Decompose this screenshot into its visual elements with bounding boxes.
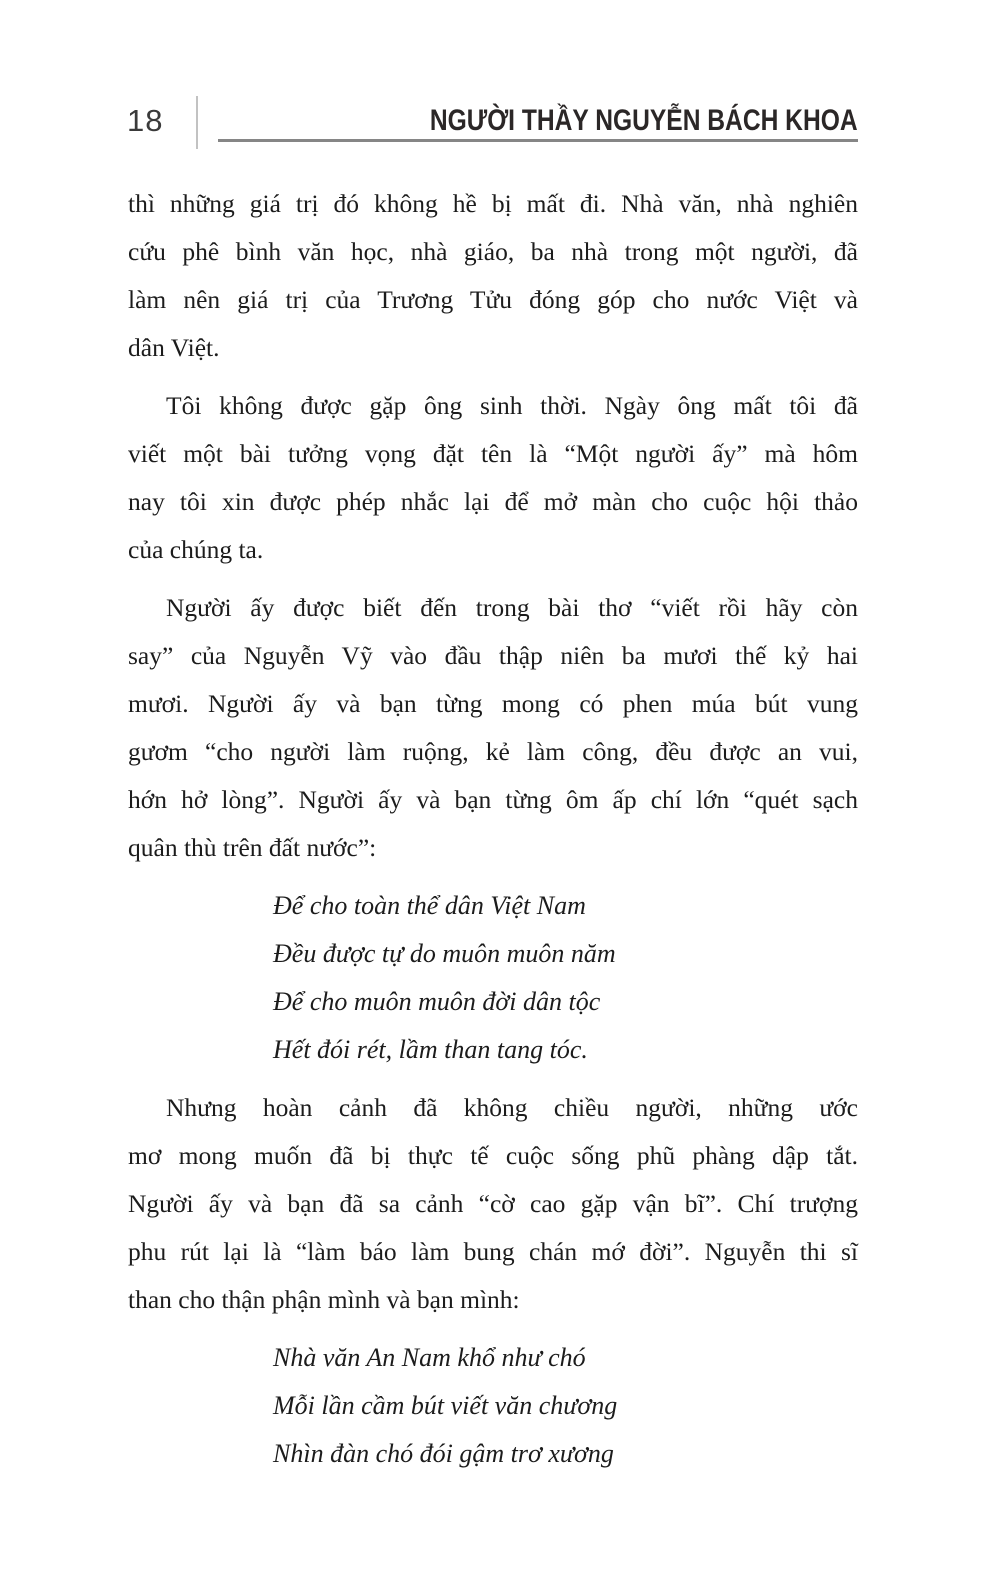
text-line: Tôi không được gặp ông sinh thời. Ngày ông mất tôi đã [166, 391, 858, 420]
text-line: mơ mong muốn đã bị thực tế cuộc sống phũ phàng dập tắt. [128, 1141, 858, 1170]
text-line: làm nên giá trị của Trương Tửu đóng góp cho nước Việt và [128, 285, 858, 314]
text-line: thì những giá trị đó không hề bị mất đi. Nhà văn, nhà nghiên [128, 189, 858, 218]
paragraph [128, 1084, 858, 1324]
paragraph [128, 584, 858, 872]
text-line: gươm “cho người làm ruộng, kẻ làm công, đều được an vui, [128, 737, 858, 766]
text-line: Người ấy được biết đến trong bài thơ “viết rồi hãy còn [166, 593, 858, 622]
text-line: của chúng ta. [128, 535, 264, 564]
verse-line: Hết đói rét, lầm than tang tóc. [273, 1035, 588, 1064]
verse-line: Để cho muôn muôn đời dân tộc [273, 987, 601, 1016]
verse-line: Nhìn đàn chó đói gậm trơ xương [273, 1439, 614, 1468]
header-vertical-divider [196, 96, 198, 149]
paragraph [128, 180, 858, 372]
verse-block [128, 882, 858, 1074]
verse-line: Để cho toàn thể dân Việt Nam [273, 891, 586, 920]
header-horizontal-rule [218, 139, 858, 142]
paragraph [128, 382, 858, 574]
text-line: viết một bài tưởng vọng đặt tên là “Một người ấy” mà hôm [128, 439, 858, 468]
verse-line: Nhà văn An Nam khổ như chó [273, 1343, 586, 1372]
text-line: Người ấy và bạn đã sa cảnh “cờ cao gặp vận bĩ”. Chí trượng [128, 1189, 858, 1218]
verse-line: Mỗi lần cầm bút viết văn chương [273, 1391, 618, 1420]
text-line: hớn hở lòng”. Người ấy và bạn từng ôm ấp chí lớn “quét sạch [128, 785, 858, 814]
page-number: 18 [127, 103, 164, 138]
text-line: than cho thận phận mình và bạn mình: [128, 1285, 520, 1314]
text-line: Nhưng hoàn cảnh đã không chiều người, những ước [166, 1093, 858, 1122]
verse-block [128, 1334, 858, 1478]
text-line: dân Việt. [128, 333, 220, 362]
text-line: nay tôi xin được phép nhắc lại để mở màn cho cuộc hội thảo [128, 487, 858, 516]
text-line: quân thù trên đất nước”: [128, 833, 377, 862]
text-line: mươi. Người ấy và bạn từng mong có phen múa bút vung [128, 689, 858, 718]
verse-line: Đều được tự do muôn muôn năm [273, 939, 616, 968]
page-body [128, 180, 858, 1488]
text-line: say” của Nguyễn Vỹ vào đầu thập niên ba mươi thế kỷ hai [128, 641, 858, 670]
running-header-title: NGƯỜI THẦY NGUYỄN BÁCH KHOA [430, 104, 858, 137]
text-line: cứu phê bình văn học, nhà giáo, ba nhà trong một người, đã [128, 237, 858, 266]
text-line: phu rút lại là “làm báo làm bung chán mớ đời”. Nguyễn thi sĩ [128, 1237, 858, 1266]
